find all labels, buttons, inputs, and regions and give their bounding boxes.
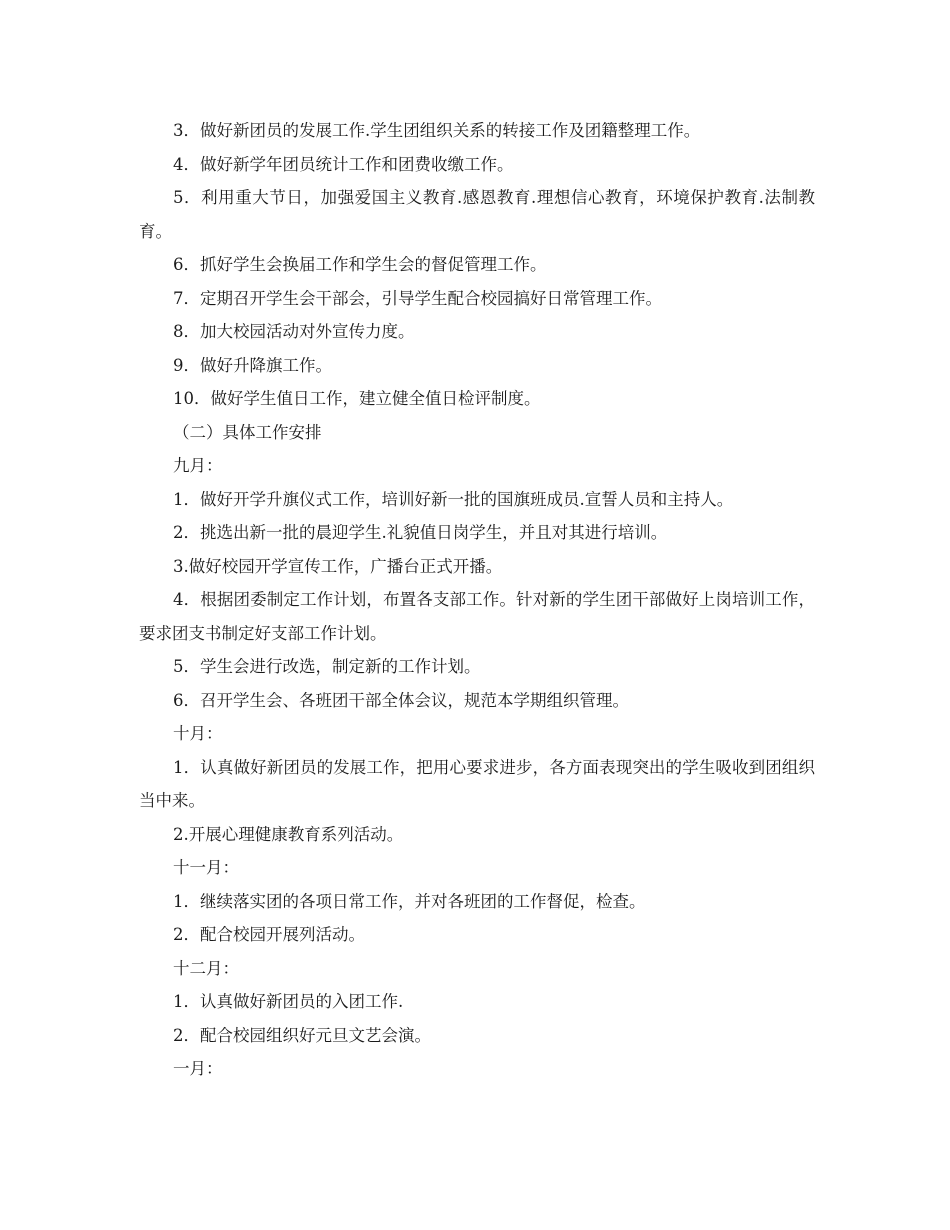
list-item: 1．认真做好新团员的发展工作，把用心要求进步，各方面表现突出的学生吸收到团组织当中来。 xyxy=(139,757,815,810)
list-item: 1．认真做好新团员的入团工作. xyxy=(173,992,404,1011)
list-item: 2．配合校园组织好元旦文艺会演。 xyxy=(173,1025,431,1045)
list-item: 2．配合校园开展列活动。 xyxy=(173,925,365,944)
list-item: 1．继续落实团的各项日常工作，并对各班团的工作督促，检查。 xyxy=(173,891,646,911)
month-heading: 九月： xyxy=(173,456,223,475)
month-heading: 十二月： xyxy=(173,958,239,978)
month-heading: 十月： xyxy=(173,724,223,743)
month-heading: 十一月： xyxy=(173,858,239,877)
list-item: 10．做好学生值日工作，建立健全值日检评制度。 xyxy=(173,389,541,408)
list-item: 4．根据团委制定工作计划，布置各支部工作。针对新的学生团干部做好上岗培训工作，要求团支书制定好支部工作计划。 xyxy=(139,590,815,643)
list-item: 2.开展心理健康教育系列活动。 xyxy=(173,824,404,844)
list-item: 3．做好新团员的发展工作.学生团组织关系的转接工作及团籍整理工作。 xyxy=(173,121,701,140)
list-item: 4．做好新学年团员统计工作和团费收缴工作。 xyxy=(173,154,514,174)
list-item: 3.做好校园开学宣传工作，广播台正式开播。 xyxy=(173,556,503,576)
list-item: 1．做好开学升旗仪式工作，培训好新一批的国旗班成员.宣誓人员和主持人。 xyxy=(173,489,734,509)
list-item: 5．学生会进行改选，制定新的工作计划。 xyxy=(173,657,481,676)
list-item: 2．挑选出新一批的晨迎学生.礼貌值日岗学生，并且对其进行培训。 xyxy=(173,523,668,542)
list-item: 9．做好升降旗工作。 xyxy=(173,355,332,375)
list-item: 8．加大校园活动对外宣传力度。 xyxy=(173,322,415,341)
list-item: 7．定期召开学生会干部会，引导学生配合校园搞好日常管理工作。 xyxy=(173,288,662,308)
section-heading: （二）具体工作安排 xyxy=(173,422,322,442)
document-body xyxy=(139,114,815,1086)
list-item: 6．召开学生会、各班团干部全体会议，规范本学期组织管理。 xyxy=(173,690,629,710)
list-item: 5．利用重大节日，加强爱国主义教育.感恩教育.理想信心教育，环境保护教育.法制教育。 xyxy=(139,188,815,241)
month-heading: 一月： xyxy=(173,1059,223,1078)
list-item: 6．抓好学生会换届工作和学生会的督促管理工作。 xyxy=(173,255,547,274)
